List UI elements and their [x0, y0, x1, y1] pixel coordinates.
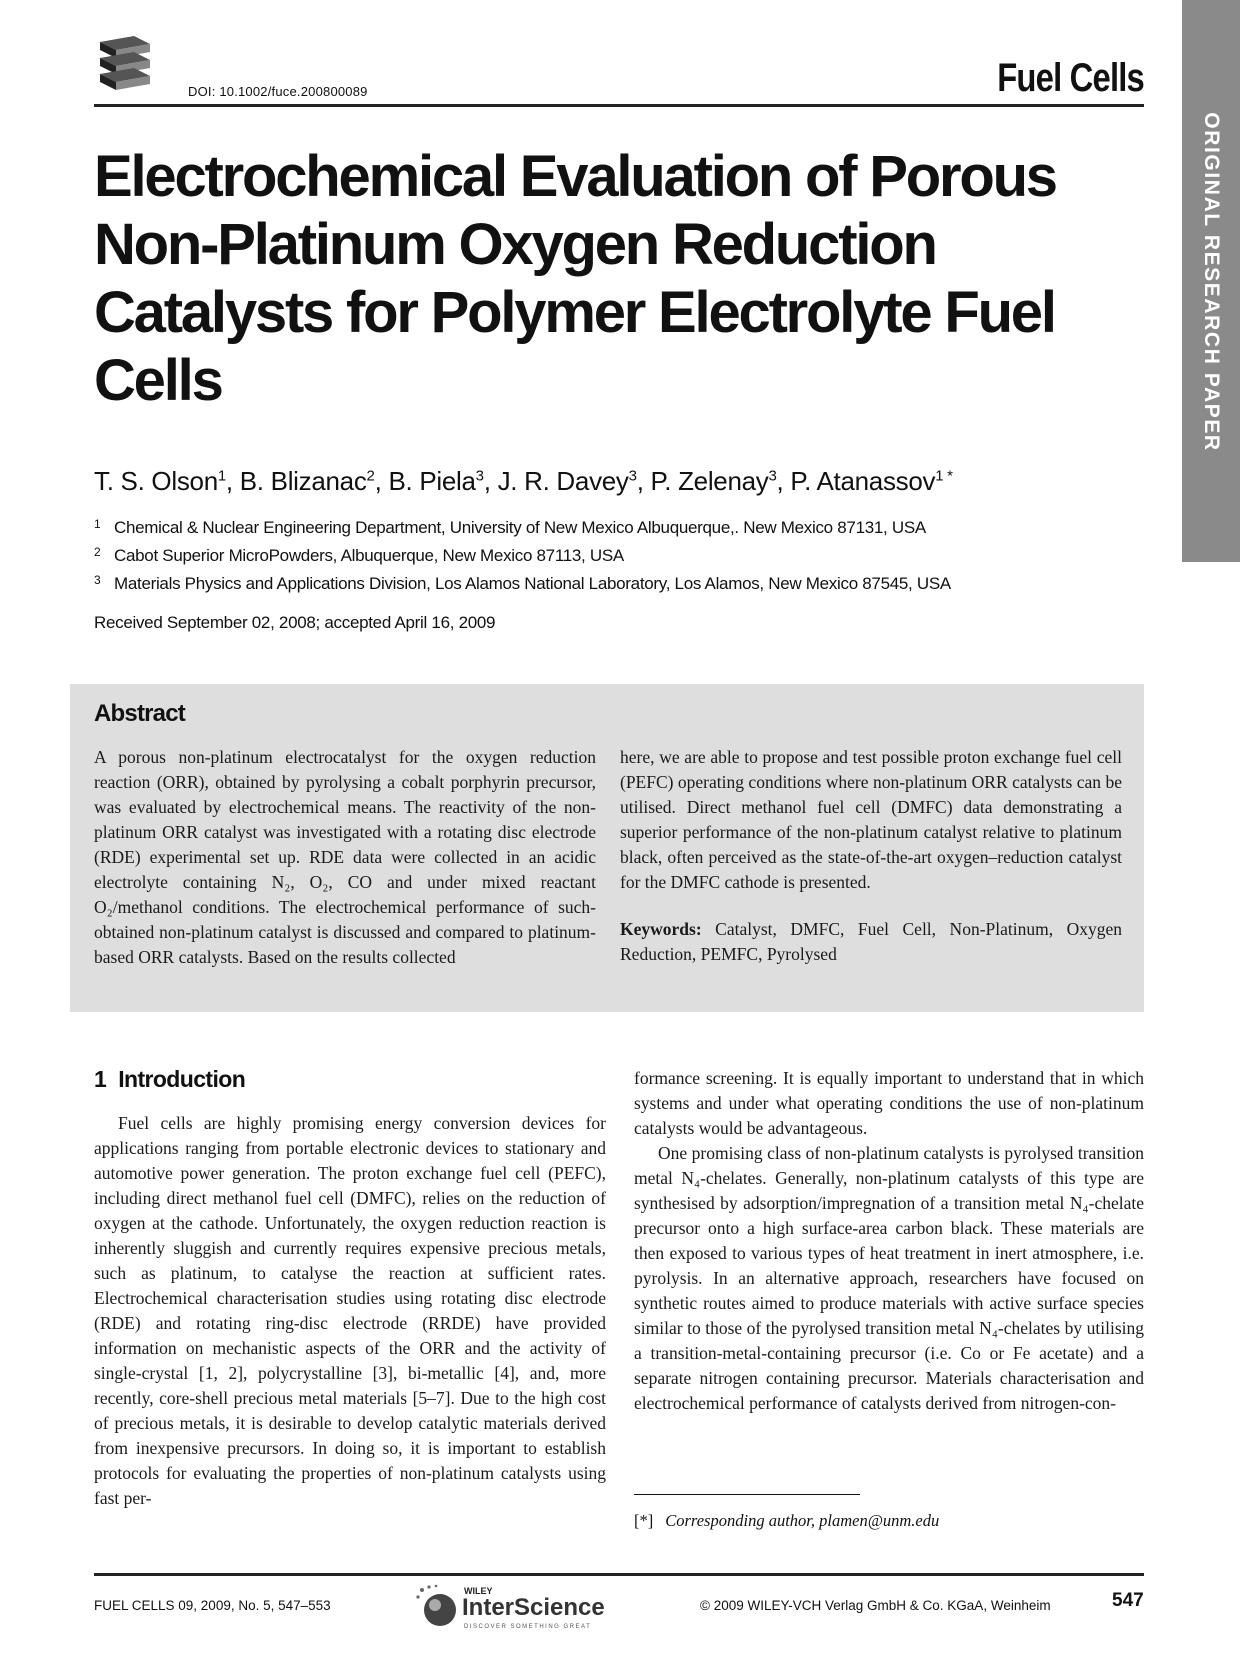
wiley-interscience-logo-icon — [414, 1582, 610, 1634]
copyright: © 2009 WILEY-VCH Verlag GmbH & Co. KGaA, Weinheim — [700, 1598, 1051, 1613]
footnote-divider — [634, 1494, 860, 1495]
author-separator: , — [776, 466, 791, 496]
abstract-heading: Abstract — [94, 700, 185, 727]
author-affil-mark: 3 — [768, 467, 777, 485]
page-number: 547 — [1112, 1590, 1144, 1611]
abstract-col2 — [620, 745, 1122, 967]
interscience-tagline: DISCOVER SOMETHING GREAT — [464, 1624, 592, 1630]
intro-paragraph-1-cont: formance screening. It is equally important to understand that in which systems and under what operating conditions the use of non-platinum catalysts would be advantageous. — [634, 1068, 1144, 1138]
affiliation-number: 1 — [94, 517, 101, 531]
author-name: J. R. Davey — [497, 466, 629, 496]
keywords — [620, 917, 1122, 967]
intro-col2 — [634, 1066, 1144, 1416]
keywords-text: Catalyst, DMFC, Fuel Cell, Non-Platinum, Oxygen Reduction, PEMFC, Pyrolysed — [620, 919, 1122, 964]
article-type-tab — [1182, 0, 1240, 562]
affiliation-item — [94, 568, 951, 596]
author-affil-mark: 1 — [217, 467, 226, 485]
affiliation-number: 3 — [94, 573, 101, 587]
affiliation-item — [94, 540, 951, 568]
article-type-label: ORIGINAL RESEARCH PAPER — [1200, 112, 1223, 452]
footnote — [634, 1511, 939, 1531]
journal-logo-icon — [94, 34, 156, 98]
affiliation-text: Materials Physics and Applications Division, Los Alamos National Laboratory, Los Alamos, New Mexico 87545, USA — [114, 574, 951, 593]
author-affil-mark: 1 * — [935, 467, 953, 485]
affiliation-text: Cabot Superior MicroPowders, Albuquerque, New Mexico 87113, USA — [114, 546, 624, 565]
footnote-text: Corresponding author, plamen@unm.edu — [665, 1511, 940, 1530]
author-name: B. Blizanac — [239, 466, 367, 496]
author-name: B. Piela — [388, 466, 476, 496]
received-dates: Received September 02, 2008; accepted April 16, 2009 — [94, 613, 496, 632]
author-name: T. S. Olson — [94, 466, 218, 496]
author-affil-mark: 3 — [475, 467, 484, 485]
wiley-label: WILEY — [464, 1586, 493, 1596]
intro-paragraph-2: One promising class of non-platinum catalysts is pyrolysed transition metal N₄-chelates. Generally, non-platinum catalysts of this type are synthesised by adsorption/impregnation of a transition metal N₄-chelate precursor onto a high surface-area carbon black. These materials are then exposed to various types of heat treatment in inert atmosphere, i.e. pyrolysis. In an alternative approach, researchers have focused on synthetic routes aimed to produce materials with active surface species similar to those of the pyrolysed transition metal N₄-chelates by utilising a transition-metal-containing precursor (i.e. Co or Fe acetate) and a separate nitrogen containing precursor. Materials characterisation and electrochemical performance of catalysts derived from nitrogen-con- — [634, 1143, 1144, 1413]
intro-col1 — [94, 1111, 606, 1511]
citation-info: FUEL CELLS 09, 2009, No. 5, 547–553 — [94, 1598, 331, 1613]
author-list — [94, 466, 953, 497]
author-name: P. Atanassov — [790, 466, 936, 496]
author-affil-mark: 3 — [628, 467, 637, 485]
affiliation-number: 2 — [94, 545, 101, 559]
interscience-label: InterScience — [462, 1594, 605, 1621]
author-affil-mark: 2 — [366, 467, 375, 485]
section-heading — [94, 1066, 245, 1093]
abstract-text-col2: here, we are able to propose and test possible proton exchange fuel cell (PEFC) operating conditions where non-platinum ORR catalysts can be utilised. Direct methanol fuel cell (DMFC) data demonstrating a superior performance of the non-platinum catalyst relative to platinum black, often perceived as the state-of-the-art oxygen–reduction catalyst for the DMFC cathode is presented. — [620, 747, 1122, 892]
section-number: 1 — [94, 1066, 107, 1092]
affiliation-text: Chemical & Nuclear Engineering Department, University of New Mexico Albuquerque,. New Mexico 87131, USA — [114, 518, 926, 537]
footnote-mark: [*] — [634, 1511, 654, 1530]
keywords-label: Keywords: — [620, 919, 702, 939]
author-name: P. Zelenay — [650, 466, 769, 496]
author-separator: , — [225, 466, 240, 496]
footer-divider — [94, 1573, 1144, 1576]
doi: DOI: 10.1002/fuce.200800089 — [188, 84, 368, 99]
affiliation-item — [94, 512, 951, 540]
section-title: Introduction — [118, 1066, 246, 1092]
intro-paragraph-1: Fuel cells are highly promising energy conversion devices for applications ranging from portable electronic devices to stationary and automotive power generation. The proton exchange fuel cell (PEFC), including direct methanol fuel cell (DMFC), relies on the reduction of oxygen at the cathode. Unfortunately, the oxygen reduction reaction is inherently sluggish and currently requires expensive precious metals, such as platinum, to catalyse the reaction at sufficient rates. Electrochemical characterisation studies using rotating disc electrode (RDE) and rotating ring-disc electrode (RRDE) have provided information on mechanistic aspects of the ORR and the activity of single-crystal [1, 2], polycrystalline [3], bi-metallic [4], and, more recently, core-shell precious metal materials [5–7]. Due to the high cost of precious metals, it is desirable to develop catalytic materials derived from inexpensive precursors. In doing so, it is important to establish protocols for evaluating the properties of non-platinum catalysts using fast per- — [94, 1113, 606, 1508]
author-separator: , — [483, 466, 498, 496]
author-separator: , — [636, 466, 651, 496]
header-divider — [94, 104, 1144, 107]
abstract-text-col1: A porous non-platinum electrocatalyst for the oxygen reduction reaction (ORR), obtained by pyrolysing a cobalt porphyrin precursor, was evaluated by electrochemical means. The reactivity of the non-platinum ORR catalyst was investigated with a rotating disc electrode (RDE) experimental set up. RDE data were collected in an acidic electrolyte containing N₂, O₂, CO and under mixed reactant O₂/methanol conditions. The electrochemical performance of such-obtained non-platinum catalyst is discussed and compared to platinum-based ORR catalysts. Based on the results collected — [94, 747, 596, 967]
author-separator: , — [374, 466, 389, 496]
affiliation-list — [94, 512, 951, 596]
article-title: Electrochemical Evaluation of Porous Non-Platinum Oxygen Reduction Catalysts for Polymer Electrolyte Fuel Cells — [94, 144, 1056, 413]
journal-name: Fuel Cells — [997, 56, 1144, 100]
